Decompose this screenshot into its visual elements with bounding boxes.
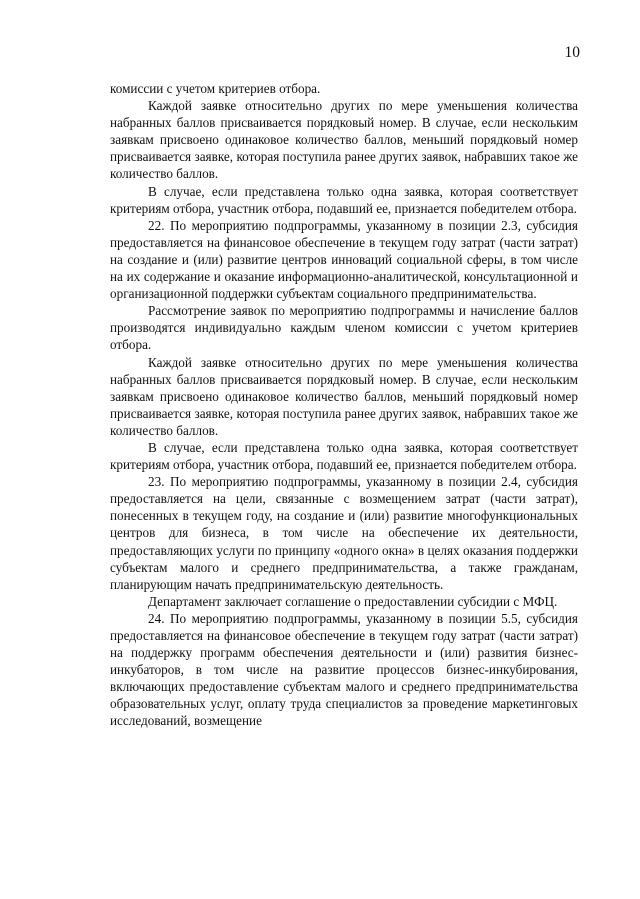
paragraph: комиссии с учетом критериев отбора. — [110, 81, 321, 96]
paragraph: В случае, если представлена только одна заявка, которая соответствует критериям отбора, участник отбора, подавший ее, признается победителем отбора. — [110, 183, 578, 216]
paragraph: 24. По мероприятию подпрограммы, указанному в позиции 5.5, субсидия предоставляется на финансовое обеспечение в текущем году затрат (части затрат) на поддержку программ обеспечения деятельности и (или) развития бизнес-инкубаторов, в том числе на развитие процессов бизнес-инкубирования, включающих предоставление субъектам малого и среднего предпринимательства образовательных услуг, оплату труда специалистов за проведение маркетинговых исследований, возмещение — [110, 610, 578, 729]
paragraph: Каждой заявке относительно других по мере уменьшения количества набранных баллов присваивается порядковый номер. В случае, если нескольким заявкам присвоено одинаковое количество баллов, меньший порядковый номер присваивается заявке, которая поступила ранее других заявок, набравших такое же количество баллов. — [110, 98, 578, 182]
document-body — [110, 80, 578, 730]
paragraph: Каждой заявке относительно других по мере уменьшения количества набранных баллов присваивается порядковый номер. В случае, если нескольким заявкам присвоено одинаковое количество баллов, меньший порядковый номер присваивается заявке, которая поступила ранее других заявок, набравших такое же количество баллов. — [110, 354, 578, 438]
paragraph: Департамент заключает соглашение о предоставлении субсидии с МФЦ. — [148, 593, 558, 609]
paragraph: 23. По мероприятию подпрограммы, указанному в позиции 2.4, субсидия предоставляется на цели, связанные с возмещением затрат (части затрат), понесенных в текущем году, на создание и (или) развитие многофункциональных центров для бизнеса, в том числе на обеспечение их деятельности, предоставляющих услуги по принципу «одного окна» в целях оказания поддержки субъектам малого и среднего предпринимательства, а также гражданам, планирующим начать предпринимательскую деятельность. — [110, 474, 578, 592]
paragraph: 22. По мероприятию подпрограммы, указанному в позиции 2.3, субсидия предоставляется на финансовое обеспечение в текущем году затрат (части затрат) на создание и (или) развитие центров инноваций социальной сферы, в том числе на их содержание и оказание информационно-аналитической, консультационной и организационной поддержки субъектам социального предпринимательства. — [110, 217, 578, 302]
page-number: 10 — [564, 44, 580, 61]
paragraph: В случае, если представлена только одна заявка, которая соответствует критериям отбора, участник отбора, подавший ее, признается победителем отбора. — [110, 439, 578, 473]
paragraph: Рассмотрение заявок по мероприятию подпрограммы и начисление баллов производятся индивидуально каждым членом комиссии с учетом критериев отбора. — [110, 303, 578, 353]
